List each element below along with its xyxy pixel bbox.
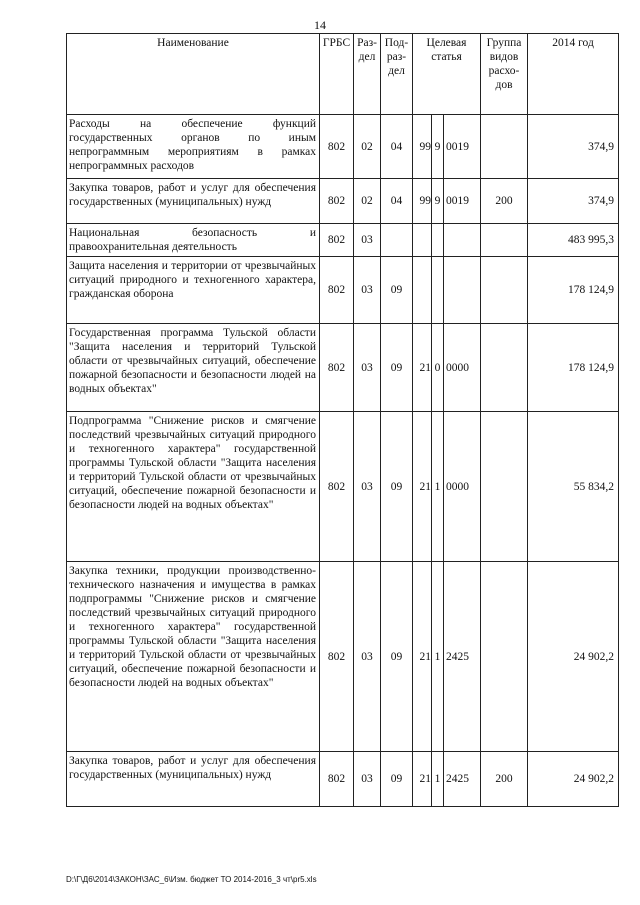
- row-expense-group: [481, 224, 528, 257]
- row-target-subprogram: 1: [432, 562, 444, 752]
- row-podrazdel: 04: [381, 115, 413, 179]
- header-grbs: ГРБС: [320, 34, 354, 115]
- table-row: [67, 752, 619, 807]
- row-target-code: [444, 257, 481, 324]
- row-razdel: 02: [354, 179, 381, 224]
- row-podrazdel: 09: [381, 324, 413, 412]
- row-target-program: [413, 257, 432, 324]
- header-year: 2014 год: [528, 34, 619, 115]
- row-target-program: 99: [413, 115, 432, 179]
- row-target-code: 0019: [444, 179, 481, 224]
- row-grbs: 802: [320, 115, 354, 179]
- row-target-subprogram: 1: [432, 752, 444, 807]
- table-row: [67, 224, 619, 257]
- row-grbs: 802: [320, 257, 354, 324]
- row-amount-2014: 374,9: [528, 179, 619, 224]
- row-razdel: 03: [354, 752, 381, 807]
- table-row: [67, 115, 619, 179]
- row-podrazdel: 09: [381, 257, 413, 324]
- header-podrazdel: Под- раз- дел: [381, 34, 413, 115]
- row-name: Закупка товаров, работ и услуг для обеспечения государственных (муниципальных) нужд: [67, 752, 320, 807]
- row-podrazdel: [381, 224, 413, 257]
- row-expense-group: 200: [481, 179, 528, 224]
- row-razdel: 02: [354, 115, 381, 179]
- row-expense-group: [481, 412, 528, 562]
- row-grbs: 802: [320, 224, 354, 257]
- row-target-subprogram: 0: [432, 324, 444, 412]
- row-podrazdel: 04: [381, 179, 413, 224]
- row-grbs: 802: [320, 562, 354, 752]
- table-row: [67, 257, 619, 324]
- row-name: Подпрограмма "Снижение рисков и смягчение последствий чрезвычайных ситуаций природного и техногенного характера" государственной программы Тульской области "Защита населения и территорий Тульской области от чрезвычайных ситуаций, обеспечение пожарной безопасности и безопасности людей на водных объектах": [67, 412, 320, 562]
- header-name: Наименование: [67, 34, 320, 115]
- row-podrazdel: 09: [381, 412, 413, 562]
- row-expense-group: 200: [481, 752, 528, 807]
- row-name: Закупка товаров, работ и услуг для обеспечения государственных (муниципальных) нужд: [67, 179, 320, 224]
- header-group: Группа видов расхо- дов: [481, 34, 528, 115]
- row-amount-2014: 483 995,3: [528, 224, 619, 257]
- row-expense-group: [481, 257, 528, 324]
- row-name: Расходы на обеспечение функций государственных органов по иным непрограммным мероприятиям в рамках непрограммных расходов: [67, 115, 320, 179]
- row-target-subprogram: [432, 224, 444, 257]
- row-amount-2014: 178 124,9: [528, 257, 619, 324]
- row-grbs: 802: [320, 179, 354, 224]
- row-target-subprogram: 9: [432, 115, 444, 179]
- row-expense-group: [481, 324, 528, 412]
- row-target-program: 21: [413, 752, 432, 807]
- table-row: [67, 324, 619, 412]
- row-razdel: 03: [354, 224, 381, 257]
- row-target-code: [444, 224, 481, 257]
- row-amount-2014: 374,9: [528, 115, 619, 179]
- row-grbs: 802: [320, 412, 354, 562]
- row-name: Государственная программа Тульской области "Защита населения и территорий Тульской области от чрезвычайных ситуаций, обеспечение пожарной безопасности и безопасности людей на водных объектах": [67, 324, 320, 412]
- row-name: Закупка техники, продукции производственно-технического назначения и имущества в рамках подпрограммы "Снижение рисков и смягчение последствий чрезвычайных ситуаций природного и техногенного характера" государственной программы Тульской области "Защита населения и территорий Тульской области от чрезвычайных ситуаций, обеспечение пожарной безопасности и безопасности людей на водных объектах": [67, 562, 320, 752]
- budget-table: [66, 33, 619, 807]
- row-podrazdel: 09: [381, 752, 413, 807]
- row-target-program: [413, 224, 432, 257]
- row-target-program: 99: [413, 179, 432, 224]
- header-target: Целевая статья: [413, 34, 481, 115]
- row-razdel: 03: [354, 412, 381, 562]
- row-target-code: 2425: [444, 562, 481, 752]
- row-target-code: 0000: [444, 324, 481, 412]
- row-amount-2014: 178 124,9: [528, 324, 619, 412]
- row-expense-group: [481, 115, 528, 179]
- table-row: [67, 179, 619, 224]
- row-target-subprogram: [432, 257, 444, 324]
- file-path-footer: D:\Г\Д6\2014\ЗАКОН\ЗАС_6\Изм. бюджет ТО 2014-2016_3 чт\pr5.xls: [66, 875, 317, 884]
- table-row: [67, 562, 619, 752]
- row-target-program: 21: [413, 412, 432, 562]
- row-target-program: 21: [413, 324, 432, 412]
- row-grbs: 802: [320, 752, 354, 807]
- row-target-code: 0000: [444, 412, 481, 562]
- row-grbs: 802: [320, 324, 354, 412]
- row-podrazdel: 09: [381, 562, 413, 752]
- page-number: 14: [314, 18, 326, 32]
- row-razdel: 03: [354, 324, 381, 412]
- row-expense-group: [481, 562, 528, 752]
- row-amount-2014: 24 902,2: [528, 752, 619, 807]
- row-amount-2014: 55 834,2: [528, 412, 619, 562]
- header-razdel: Раз- дел: [354, 34, 381, 115]
- row-name: Национальная безопасность и правоохранительная деятельность: [67, 224, 320, 257]
- row-name: Защита населения и территории от чрезвычайных ситуаций природного и техногенного характера, гражданская оборона: [67, 257, 320, 324]
- table-header-row: [67, 34, 619, 115]
- row-razdel: 03: [354, 257, 381, 324]
- row-target-subprogram: 1: [432, 412, 444, 562]
- row-target-code: 0019: [444, 115, 481, 179]
- row-amount-2014: 24 902,2: [528, 562, 619, 752]
- row-target-program: 21: [413, 562, 432, 752]
- row-razdel: 03: [354, 562, 381, 752]
- table-row: [67, 412, 619, 562]
- row-target-code: 2425: [444, 752, 481, 807]
- row-target-subprogram: 9: [432, 179, 444, 224]
